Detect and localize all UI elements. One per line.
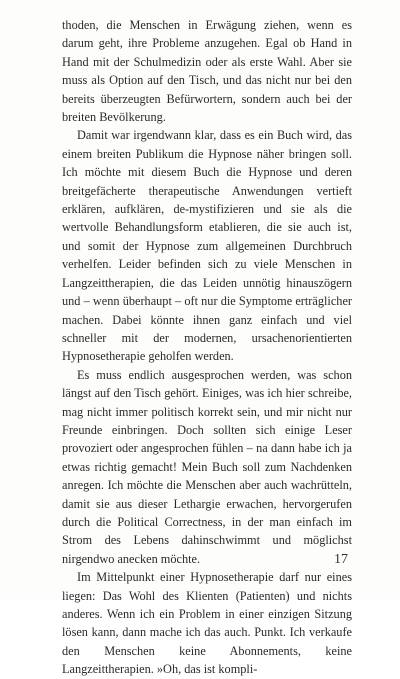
paragraph-3: Es muss endlich ausgesprochen werden, was schon längst auf den Tisch gehört. Einiges, was ich hier schreibe, mag nicht immer politisch korrekt sein, und mir nicht nur Freunde einbringen. Doch sollten sich einige Leser provoziert oder angesprochen fühlen – na dann habe ich ja etwas richtig gemacht! Mein Buch soll zum Nachdenken anregen. Ich möchte die Menschen aber auch wachrütteln, damit sie aus dieser Lethargie erwachen, hervorgerufen durch die Political Correctness, in der man einfach im Strom des Lebens dahinschwimmt und möglichst nirgendwo anecken möchte.: [62, 367, 352, 566]
paragraph-1: thoden, die Menschen in Erwägung ziehen, wenn es darum geht, ihre Probleme anzugehen. Egal ob Hand in Hand mit der Schulmedizin oder als erste Wahl. Aber sie muss als Option auf den Tisch, und das nicht nur bei den bereits überzeugten Befürwortern, sondern auch bei der breiten Bevölkerung.: [62, 18, 352, 125]
paragraph-2: Damit war irgendwann klar, dass es ein Buch wird, das einem breiten Publikum die Hypnose näher bringen soll. Ich möchte mit diesem Buch die Hypnose und deren breitgefächerte therapeutische Anwendungen vertieft erklären, aufklären, de-mystifizieren und sie als die wertvolle Behandlungsform etablieren, die sie auch ist, und somit der Hypnose zum allgemeinen Durchbruch verhelfen. Leider befinden sich zu viele Menschen in Langzeittherapien, die das Leiden unnötig hinauszögern und – wenn überhaupt – oft nur die Symptome erträglicher machen. Dabei könnte ihnen ganz einfach und viel schneller mit der modernen, ursachenorientierten Hypnosetherapie geholfen werden.: [62, 128, 352, 364]
paragraph-4: Im Mittelpunkt einer Hypnosetherapie darf nur eines liegen: Das Wohl des Klienten (Patienten) und nichts anderes. Wenn ich ein Problem in einer einzigen Sitzung lösen kann, dann mache ich das auch. Punkt. Ich verkaufe den Menschen keine Abonnements, keine Langzeittherapien. »Oh, das ist kompli-: [62, 570, 352, 677]
body-text: [62, 16, 352, 679]
page-number: 17: [334, 552, 348, 567]
